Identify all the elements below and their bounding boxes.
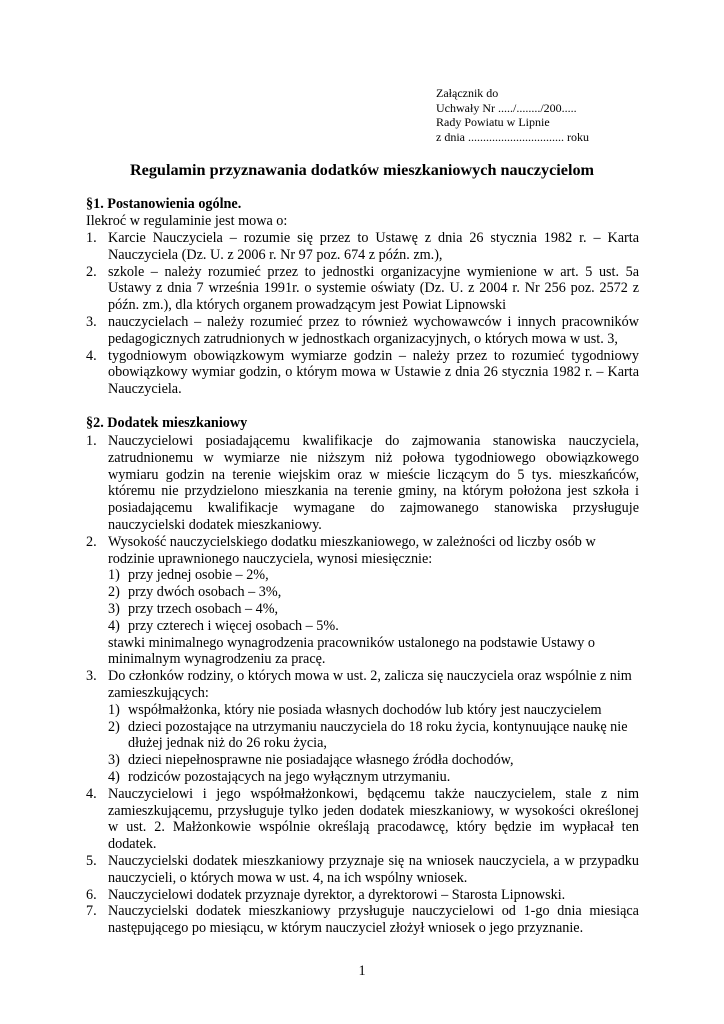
sublist-item-text: współmałżonka, który nie posiada własnych dochodów lub który jest nauczycielem xyxy=(128,701,602,718)
sublist-item-text: przy dwóch osobach – 3%, xyxy=(128,584,282,601)
sublist-item-text: przy trzech osobach – 4%, xyxy=(128,600,279,617)
list-item xyxy=(86,348,639,398)
sublist-item-number: 3) xyxy=(108,600,120,617)
list-item-text: nauczycielach – należy rozumieć przez to również wychowawców i innych pracowników pedagogicznych zatrudnionych w jednostkach organizacyjnych, o których mowa w ust. 3, xyxy=(108,313,639,347)
page-number: 1 xyxy=(358,963,366,979)
list-item xyxy=(86,786,639,853)
list-item-number: 2. xyxy=(86,533,97,550)
list-item-number: 3. xyxy=(86,668,97,685)
sublist-item xyxy=(108,719,639,753)
attachment-line: z dnia ................................ roku xyxy=(436,129,589,144)
sublist-item-number: 1) xyxy=(108,567,120,584)
list-item-text: Wysokość nauczycielskiego dodatku mieszkaniowego, w zależności od liczby osób w rodzinie uprawnionego nauczyciela, wynosi miesięcznie: xyxy=(108,533,596,567)
sublist-item-number: 2) xyxy=(108,718,120,735)
sublist-item-text: przy jednej osobie – 2%, xyxy=(128,567,269,584)
list-item xyxy=(86,314,639,348)
section-intro: Ilekroć w regulaminie jest mowa o: xyxy=(86,213,288,229)
section-heading: §1. Postanowienia ogólne. xyxy=(86,196,242,212)
list-item-number: 5. xyxy=(86,852,97,869)
list-item-text: Nauczycielski dodatek mieszkaniowy przyznaje się na wniosek nauczyciela, a w przypadku nauczycieli, o których mowa w ust. 4, na ich wspólny wniosek. xyxy=(108,852,639,886)
sublist-item-number: 4) xyxy=(108,768,120,785)
list-item xyxy=(86,887,639,904)
list-item xyxy=(86,534,639,668)
list-item-number: 1. xyxy=(86,433,97,449)
list-item-text: Nauczycielowi i jego współmałżonkowi, będącemu także nauczycielem, stale z nim zamieszkującemu, przysługuje tylko jeden dodatek mieszkaniowy, w wysokości określonej w ust. 2. Małżonkowie wspólnie określają pracodawcę, który będzie im wypłacał ten dodatek. xyxy=(108,785,639,853)
sublist-item xyxy=(108,601,639,618)
list-item-text: Nauczycielski dodatek mieszkaniowy przysługuje nauczycielowi od 1-go dnia miesiąca następującego po miesiącu, w którym nauczyciel złożył wniosek o jego przyznanie. xyxy=(108,903,639,937)
sublist-item-text: rodziców pozostających na jego wyłącznym utrzymaniu. xyxy=(128,768,451,785)
list-item xyxy=(86,668,639,786)
list-item-number: 4. xyxy=(86,347,97,364)
list-item-number: 3. xyxy=(86,313,97,330)
list-item-text: tygodniowym obowiązkowym wymiarze godzin – należy przez to rozumieć tygodniowy obowiązkowy wymiar godzin, o którym mowa w Ustawie z dnia 26 stycznia 1982 r. – Karta Nauczyciela. xyxy=(108,347,639,398)
attachment-note xyxy=(436,86,636,144)
list-item-number: 4. xyxy=(86,785,97,802)
list-item-text: szkole – należy rozumieć przez to jednostki organizacyjne wymienione w art. 5 ust. 5a Ustawy z dnia 7 września 1991r. o systemie oświaty (Dz. U. z 2004 r. Nr 256 poz. 2572 z późn. zm.), dla których organem prowadzącym jest Powiat Lipnowski xyxy=(108,263,639,314)
list-item-number: 6. xyxy=(86,886,97,903)
sublist-item-text: przy czterech i więcej osobach – 5%. xyxy=(128,617,339,634)
list-item-number: 2. xyxy=(86,263,97,280)
allowance-list xyxy=(86,433,639,937)
section-heading: §2. Dodatek mieszkaniowy xyxy=(86,415,248,431)
sublist-item-number: 1) xyxy=(108,701,120,718)
list-item xyxy=(86,853,639,887)
attachment-line: Uchwały Nr ...../......../200..... xyxy=(436,100,577,115)
sublist-item xyxy=(108,567,639,584)
rates-sublist xyxy=(108,567,639,634)
list-item-number: 1. xyxy=(86,230,97,246)
sublist-item-text: dzieci pozostające na utrzymaniu nauczyciela do 18 roku życia, kontynuujące naukę nie dłużej jednak niż do 26 roku życia, xyxy=(128,718,628,752)
list-item-text: Nauczycielowi dodatek przyznaje dyrektor, a dyrektorowi – Starosta Lipnowski. xyxy=(108,886,566,903)
list-item xyxy=(86,230,639,264)
attachment-line: Załącznik do xyxy=(436,86,499,100)
sublist-item-number: 4) xyxy=(108,617,120,634)
attachment-line: Rady Powiatu w Lipnie xyxy=(436,115,550,129)
list-item xyxy=(86,433,639,534)
list-item-text: Karcie Nauczyciela – rozumie się przez to Ustawę z dnia 26 stycznia 1982 r. – Karta Nauczyciela (Dz. U. z 2006 r. Nr 97 poz. 674 z późn. zm.), xyxy=(108,230,639,263)
sublist-item-number: 3) xyxy=(108,752,120,769)
list-item-number: 7. xyxy=(86,903,97,920)
sublist-item xyxy=(108,752,639,769)
sublist-item xyxy=(108,769,639,786)
sublist-item xyxy=(108,618,639,635)
sublist-item xyxy=(108,702,639,719)
list-item-text: Nauczycielowi posiadającemu kwalifikacje do zajmowania stanowiska nauczyciela, zatrudnionemu w wymiarze nie niższym niż połowa tygodniowego obowiązkowego wymiaru godzin na terenie wiejskim oraz w mieście liczącym do 5 tys. mieszkańców, któremu nie przydzielono mieszkania na terenie gminy, na którym położona jest szkoła i posiadającemu kwalifikacje wymagane do zajmowanego stanowiska przysługuje nauczycielski dodatek mieszkaniowy. xyxy=(108,433,639,533)
list-item-text: Do członków rodziny, o których mowa w ust. 2, zalicza się nauczyciela oraz wspólnie z nim zamieszkujących: xyxy=(108,668,632,701)
sublist-item-number: 2) xyxy=(108,584,120,601)
list-item xyxy=(86,903,639,937)
list-item xyxy=(86,264,639,314)
sublist-item-text: dzieci niepełnosprawne nie posiadające własnego źródła dochodów, xyxy=(128,752,514,769)
definitions-list xyxy=(86,230,639,398)
family-members-sublist xyxy=(108,702,639,786)
list-item-continuation: stawki minimalnego wynagrodzenia pracowników ustalonego na podstawie Ustawy o minimalnym wynagrodzeniu za pracę. xyxy=(108,634,595,668)
document-title: Regulamin przyznawania dodatków mieszkaniowych nauczycielom xyxy=(129,161,595,179)
sublist-item xyxy=(108,584,639,601)
